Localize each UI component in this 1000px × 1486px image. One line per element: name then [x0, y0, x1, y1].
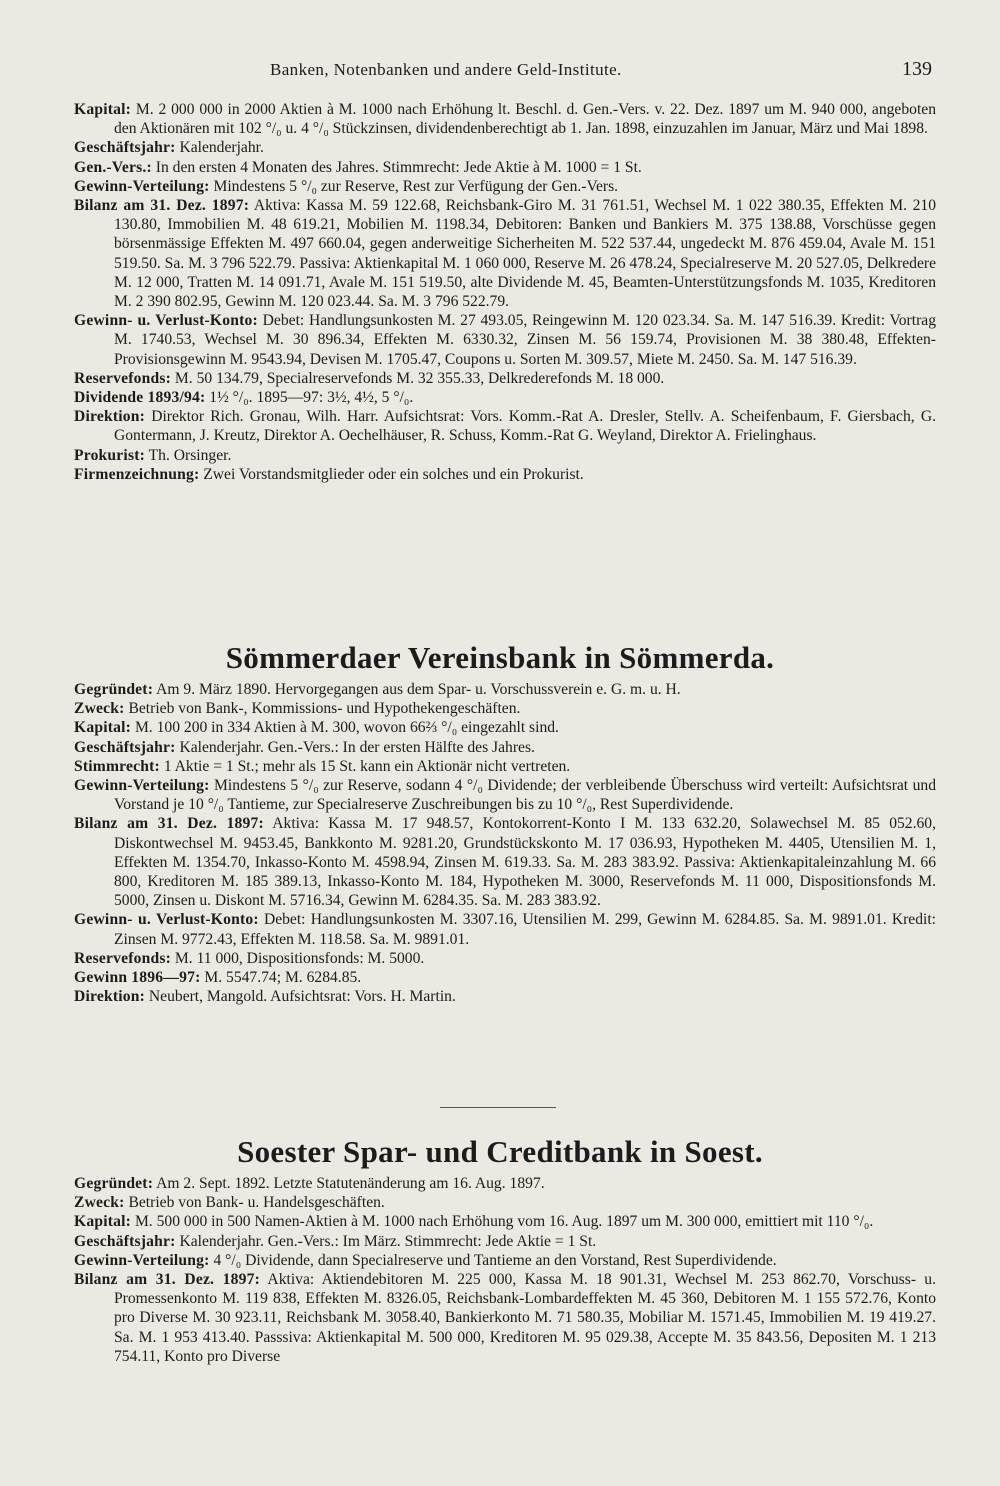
paragraph-prokurist [74, 446, 936, 465]
field-text: Direktor Rich. Gronau, Wilh. Harr. Aufsichtsrat: Vors. Komm.-Rat A. Dresler, Stellv. A. Scheifenbaum, F. Giersbach, G. Gontermann, J. Kreutz, Direktor A. Oechelhäuser, R. Schuss, Komm.-Rat G. Weyland, Direktor A. Frielinghaus. [114, 408, 936, 445]
paragraph-reservefonds [74, 949, 936, 968]
field-text: Debet: Handlungsunkosten M. 27 493.05, Reingewinn M. 120 023.34. Sa. M. 147 516.39. Kredit: Vortrag M. 1740.53, Wechsel M. 30 896.34, Effekten M. 6330.32, Zinsen M. 56 159.74, Provisionen M. 38 380.48, Effekten-Provisionsgewinn M. 9543.94, Devisen M. 1705.47, Coupons u. Sorten M. 309.57, Miete M. 2450. Sa. M. 147 516.39. [114, 312, 936, 368]
page-number: 139 [902, 58, 932, 80]
paragraph-gewinn-verteilung [74, 1251, 936, 1270]
paragraph-kapital [74, 100, 936, 138]
paragraph-reservefonds [74, 369, 936, 388]
paragraph-bilanz [74, 1270, 936, 1366]
field-label: Geschäftsjahr: [74, 139, 176, 157]
field-label: Stimmrecht: [74, 757, 160, 775]
field-text: Mindestens 5 °/₀ zur Reserve, Rest zur Verfügung der Gen.-Vers. [209, 177, 619, 195]
field-label: Gewinn- u. Verlust-Konto: [74, 312, 258, 330]
paragraph-gegruendet [74, 1174, 936, 1193]
running-title: Banken, Notenbanken und andere Geld-Institute. [270, 60, 622, 79]
section-soemmerdaer-vereinsbank [74, 680, 936, 1006]
section-heading-soemmerdaer: Sömmerdaer Vereinsbank in Sömmerda. [225, 640, 775, 675]
field-text: Th. Orsinger. [145, 446, 232, 464]
field-label: Reservefonds: [74, 369, 172, 387]
field-text: M. 5547.74; M. 6284.85. [200, 969, 362, 987]
field-text: Aktiva: Aktiendebitoren M. 225 000, Kassa M. 18 901.31, Wechsel M. 253 862.70, Vorschuss- u. Promessenkonto M. 119 838, Effekten M. 8326.05, Reichsbank-Lombardeffekten M. 45 360, Debitoren M. 1 155 572.76, Konto pro Diverse M. 30 923.11, Reichsbank M. 3058.40, Bankierkonto M. 71 580.35, Mobiliar M. 1571.45, Immobilien M. 19 419.27. Sa. M. 1 953 413.40. Passsiva: Aktienkapital M. 500 000, Kreditoren M. 95 029.38, Accepte M. 35 843.56, Depositen M. 1 213 754.11, Konto pro Diverse [114, 1271, 936, 1365]
field-text: M. 100 200 in 334 Aktien à M. 300, wovon 66⅔ °/₀ eingezahlt sind. [131, 719, 559, 737]
field-text: Debet: Handlungsunkosten M. 3307.16, Utensilien M. 299, Gewinn M. 6284.85. Sa. M. 9891.01. Kredit: Zinsen M. 9772.43, Effekten M. 118.58. Sa. M. 9891.01. [114, 911, 936, 948]
field-text: Betrieb von Bank-, Kommissions- und Hypothekengeschäften. [124, 700, 521, 718]
field-text: 4 °/₀ Dividende, dann Specialreserve und Tantieme an den Vorstand, Rest Superdividende. [209, 1251, 777, 1269]
paragraph-gewinn-verlust [74, 910, 936, 948]
field-label: Kapital: [74, 101, 132, 118]
field-text: Kalenderjahr. Gen.-Vers.: Im März. Stimmrecht: Jede Aktie = 1 St. [175, 1232, 597, 1250]
field-label: Dividende 1893/94: [74, 389, 206, 407]
paragraph-direktion [74, 987, 936, 1006]
field-label: Bilanz am 31. Dez. 1897: [74, 197, 250, 215]
field-text: M. 50 134.79, Specialreservefonds M. 32 355.33, Delkrederefonds M. 18 000. [171, 369, 665, 387]
paragraph-gewinn-verteilung [74, 776, 936, 814]
field-label: Gewinn-Verteilung: [74, 777, 210, 795]
field-label: Kapital: [74, 1213, 132, 1231]
paragraph-gewinn-verlust [74, 311, 936, 369]
field-text: Zwei Vorstandsmitglieder oder ein solches und ein Prokurist. [199, 465, 584, 483]
paragraph-gegruendet [74, 680, 936, 699]
field-label: Bilanz am 31. Dez. 1897: [74, 815, 264, 833]
field-label: Direktion: [74, 988, 146, 1006]
section-divider [440, 1107, 556, 1108]
paragraph-geschaeftsjahr [74, 1232, 936, 1251]
field-label: Prokurist: [74, 446, 146, 464]
paragraph-kapital [74, 718, 936, 737]
paragraph-dividende [74, 388, 936, 407]
field-label: Gegründet: [74, 681, 154, 698]
field-text: Aktiva: Kassa M. 59 122.68, Reichsbank-Giro M. 31 761.51, Wechsel M. 1 022 380.35, Effekten M. 210 130.80, Immobilien M. 48 619.21, Mobilien M. 1198.34, Debitoren: Banken und Bankiers M. 375 138.88, Vorschüsse gegen börsenmässige Effekten M. 497 660.04, gegen anderweitige Sicherheiten M. 522 537.44, ungedeckt M. 876 459.04, Avale M. 151 519.50. Sa. M. 3 796 522.79. Passiva: Aktienkapital M. 1 060 000, Reserve M. 26 478.24, Specialreserve M. 20 527.05, Delkredere M. 12 000, Tratten M. 14 091.71, Avale M. 151 519.50, alte Dividende M. 45, Beamten-Unterstützungsfonds M. 1035, Kreditoren M. 2 390 802.95, Gewinn M. 120 023.44. Sa. M. 3 796 522.79. [114, 197, 937, 311]
field-label: Gen.-Vers.: [74, 158, 152, 176]
field-label: Gewinn-Verteilung: [74, 1251, 210, 1269]
paragraph-zweck [74, 1193, 936, 1212]
field-label: Firmenzeichnung: [74, 465, 200, 483]
field-text: M. 2 000 000 in 2000 Aktien à M. 1000 nach Erhöhung lt. Beschl. d. Gen.-Vers. v. 22. Dez. 1897 um M. 940 000, angeboten den Aktionären mit 102 °/₀ u. 4 °/₀ Stückzinsen, dividendenberechtigt ab 1. Jan. 1898, einzuzahlen im Januar, März und Mai 1898. [114, 101, 936, 138]
section-continued-entry [74, 100, 936, 484]
field-text: Am 9. März 1890. Hervorgegangen aus dem Spar- u. Vorschussverein e. G. m. u. H. [153, 681, 681, 698]
paragraph-geschaeftsjahr [74, 138, 936, 157]
section-soester-creditbank [74, 1174, 936, 1366]
paragraph-stimmrecht [74, 757, 936, 776]
field-text: M. 11 000, Dispositionsfonds: M. 5000. [171, 949, 425, 967]
field-label: Gewinn 1896—97: [74, 969, 201, 987]
paragraph-gen-vers [74, 158, 936, 177]
field-label: Zweck: [74, 700, 125, 718]
field-label: Gewinn-Verteilung: [74, 177, 210, 195]
field-text: Mindestens 5 °/₀ zur Reserve, sodann 4 °/₀ Dividende; der verbleibende Überschuss wird verteilt: Aufsichtsrat und Vorstand je 10 °/₀ Tantieme, zur Specialreserve Zuschreibungen bis zu 10 °/₀, Rest Superdividende. [114, 777, 936, 814]
field-label: Geschäftsjahr: [74, 1232, 176, 1250]
paragraph-gewinn-verteilung [74, 177, 936, 196]
field-label: Geschäftsjahr: [74, 738, 176, 756]
field-label: Zweck: [74, 1194, 125, 1212]
field-text: Betrieb von Bank- u. Handelsgeschäften. [124, 1194, 385, 1212]
field-label: Gewinn- u. Verlust-Konto: [74, 911, 259, 929]
paragraph-kapital [74, 1212, 936, 1231]
field-label: Reservefonds: [74, 949, 172, 967]
page-header [0, 58, 1000, 86]
field-text: Kalenderjahr. Gen.-Vers.: In der ersten Hälfte des Jahres. [175, 738, 535, 756]
field-text: 1½ °/₀. 1895—97: 3½, 4½, 5 °/₀. [205, 389, 414, 407]
field-text: In den ersten 4 Monaten des Jahres. Stimmrecht: Jede Aktie à M. 1000 = 1 St. [151, 158, 642, 176]
paragraph-zweck [74, 699, 936, 718]
paragraph-firmenzeichnung [74, 465, 936, 484]
field-text: Neubert, Mangold. Aufsichtsrat: Vors. H. Martin. [145, 988, 456, 1006]
field-label: Direktion: [74, 408, 146, 426]
field-text: Kalenderjahr. [175, 139, 264, 157]
field-text: 1 Aktie = 1 St.; mehr als 15 St. kann ein Aktionär nicht vertreten. [159, 757, 571, 775]
section-heading-soester: Soester Spar- und Creditbank in Soest. [237, 1134, 763, 1169]
paragraph-gewinn [74, 968, 936, 987]
field-text: Aktiva: Kassa M. 17 948.57, Kontokorrent-Konto I M. 133 632.20, Solawechsel M. 85 052.60, Diskontwechsel M. 9453.45, Bankkonto M. 9281.20, Grundstückskonto M. 17 036.93, Hypotheken M. 4405, Utensilien M. 1, Effekten M. 1354.70, Inkasso-Konto M. 4598.94, Zinsen M. 619.33. Sa. M. 283 383.92. Passiva: Aktienkapitaleinzahlung M. 66 800, Kreditoren M. 185 389.13, Inkasso-Konto M. 184, Hypotheken M. 3000, Reservefonds M. 11 000, Dispositionsfonds M. 5000, Zinsen u. Diskont M. 5716.34, Gewinn M. 6284.35. Sa. M. 283 383.92. [114, 815, 936, 910]
field-label: Bilanz am 31. Dez. 1897: [74, 1271, 261, 1289]
paragraph-bilanz [74, 814, 936, 910]
field-text: M. 500 000 in 500 Namen-Aktien à M. 1000 nach Erhöhung vom 16. Aug. 1897 um M. 300 000, emittiert mit 110 °/₀. [131, 1213, 874, 1231]
paragraph-geschaeftsjahr [74, 738, 936, 757]
field-label: Kapital: [74, 719, 132, 737]
field-label: Gegründet: [74, 1175, 154, 1192]
paragraph-bilanz [74, 196, 936, 311]
paragraph-direktion [74, 407, 936, 445]
field-text: Am 2. Sept. 1892. Letzte Statutenänderung am 16. Aug. 1897. [153, 1175, 545, 1192]
